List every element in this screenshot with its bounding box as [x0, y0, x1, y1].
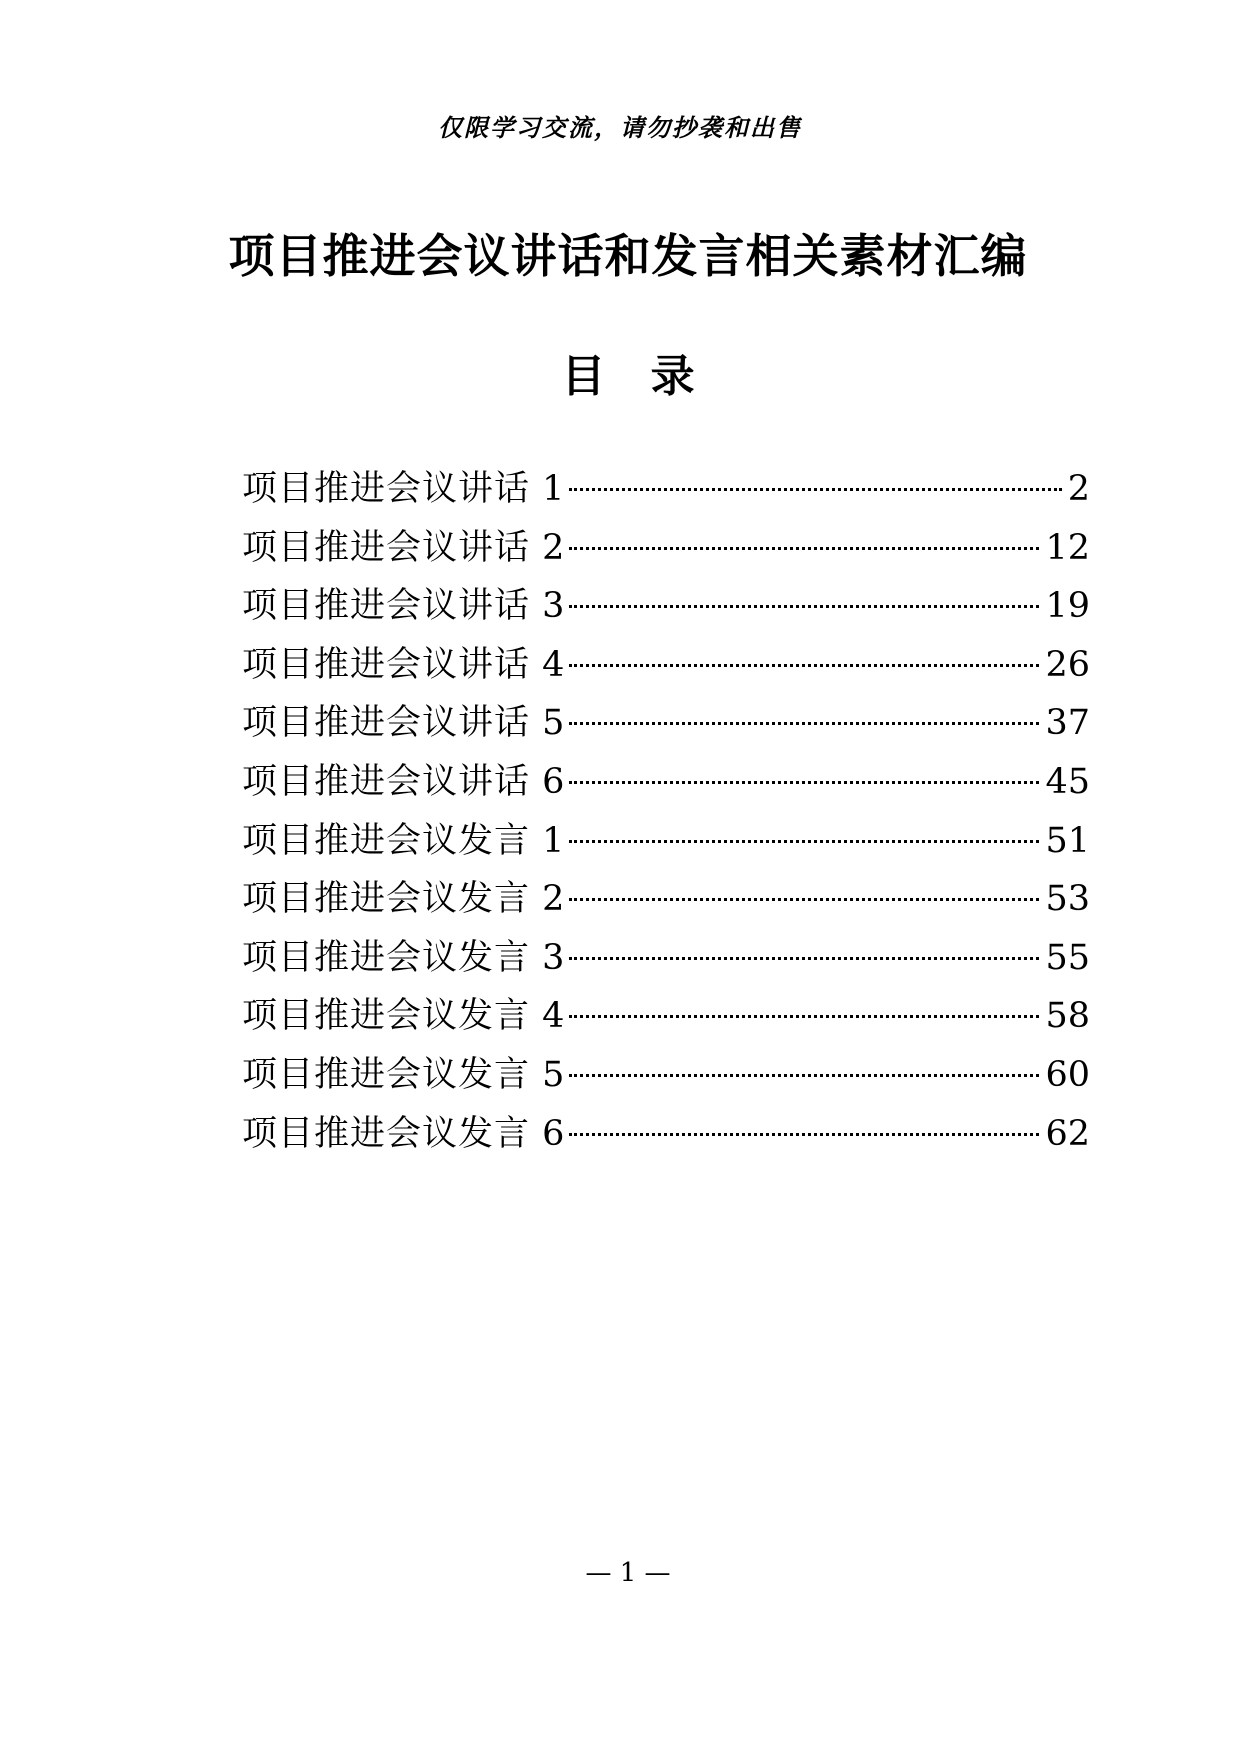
toc-entry[interactable]	[242, 1046, 1090, 1105]
toc-entry[interactable]	[242, 870, 1090, 929]
toc-entry-page: 53	[1045, 879, 1090, 920]
toc-entry[interactable]	[242, 694, 1090, 753]
toc-heading: 目 录	[561, 351, 695, 402]
toc-entry-page: 45	[1045, 761, 1090, 802]
table-of-contents	[242, 460, 1090, 1163]
toc-entry-page: 26	[1045, 644, 1090, 685]
toc-dot-leader	[569, 488, 1061, 491]
toc-entry-page: 60	[1045, 1054, 1090, 1095]
toc-dot-leader	[569, 1133, 1039, 1136]
toc-entry[interactable]	[242, 812, 1090, 871]
toc-entry-title: 项目推进会议讲话 4	[242, 644, 566, 685]
toc-entry-page: 12	[1045, 527, 1090, 568]
document-title: 项目推进会议讲话和发言相关素材汇编	[228, 229, 1028, 283]
toc-entry[interactable]	[242, 577, 1090, 636]
toc-entry[interactable]	[242, 519, 1090, 578]
toc-dot-leader	[569, 1074, 1039, 1077]
toc-entry[interactable]	[242, 987, 1090, 1046]
toc-entry-title: 项目推进会议发言 1	[242, 820, 566, 861]
toc-entry-title: 项目推进会议讲话 5	[242, 703, 566, 744]
toc-entry[interactable]	[242, 460, 1090, 519]
toc-entry-title: 项目推进会议发言 5	[242, 1054, 566, 1095]
toc-entry-page: 19	[1045, 586, 1090, 627]
toc-entry-title: 项目推进会议讲话 2	[242, 527, 566, 568]
toc-entry[interactable]	[242, 929, 1090, 988]
toc-dot-leader	[569, 664, 1039, 667]
toc-entry-page: 2	[1067, 469, 1090, 509]
toc-dot-leader	[569, 898, 1039, 901]
toc-entry-page: 58	[1045, 996, 1090, 1037]
toc-entry-title: 项目推进会议发言 4	[242, 996, 566, 1037]
toc-dot-leader	[569, 1015, 1039, 1018]
toc-entry[interactable]	[242, 1105, 1090, 1164]
toc-dot-leader	[569, 957, 1039, 960]
toc-entry-page: 37	[1045, 703, 1090, 744]
page-number-footer: — 1 —	[585, 1558, 671, 1588]
toc-entry-title: 项目推进会议发言 2	[242, 879, 566, 920]
toc-entry-title: 项目推进会议讲话 6	[242, 761, 566, 802]
usage-notice: 仅限学习交流，请勿抄袭和出售	[438, 113, 802, 142]
toc-dot-leader	[569, 547, 1039, 550]
toc-entry-title: 项目推进会议讲话 1	[242, 469, 566, 509]
toc-dot-leader	[569, 722, 1039, 725]
toc-entry[interactable]	[242, 753, 1090, 812]
toc-entry-page: 51	[1045, 820, 1090, 861]
toc-entry-page: 55	[1045, 937, 1090, 978]
toc-entry[interactable]	[242, 636, 1090, 695]
toc-entry-page: 62	[1045, 1113, 1090, 1154]
toc-entry-title: 项目推进会议发言 3	[242, 937, 566, 978]
toc-entry-title: 项目推进会议讲话 3	[242, 586, 566, 627]
toc-dot-leader	[569, 781, 1039, 784]
toc-entry-title: 项目推进会议发言 6	[242, 1113, 566, 1154]
toc-dot-leader	[569, 605, 1039, 608]
toc-dot-leader	[569, 840, 1039, 843]
